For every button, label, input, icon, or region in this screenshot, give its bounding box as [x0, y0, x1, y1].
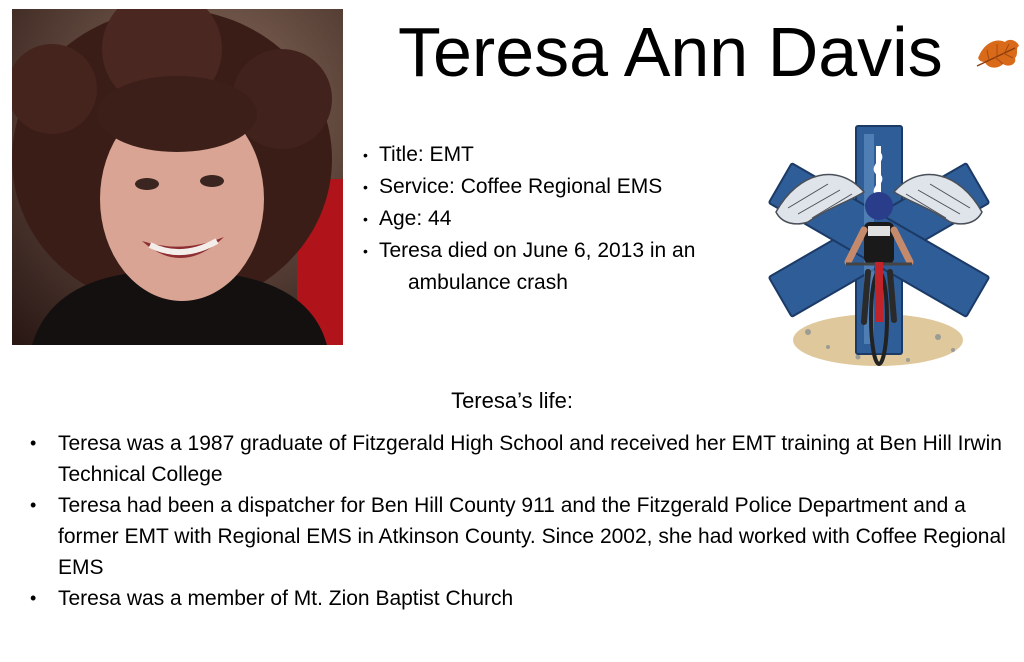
list-item-text: Teresa was a member of Mt. Zion Baptist Church [58, 587, 514, 610]
life-heading: Teresa’s life: [451, 388, 573, 413]
star-of-life-illustration [768, 122, 990, 384]
bullet: • [363, 147, 368, 163]
bullet: • [30, 495, 37, 515]
fact-item [363, 139, 763, 171]
bullet: • [363, 179, 368, 195]
bullet: • [363, 243, 368, 259]
autumn-leaf-icon [975, 36, 1023, 72]
fact-item [363, 171, 763, 203]
list-item-text: Teresa had been a dispatcher for Ben Hill County 911 and the Fitzgerald Police Department and a former EMT with Regional EMS in Atkinson County. Since 2002, she had worked with Coffee Regional EMS [58, 494, 1006, 579]
fact-text: Age: 44 [379, 207, 452, 230]
fact-text: Title: EMT [379, 143, 474, 166]
fact-text: Service: Coffee Regional EMS [379, 175, 663, 198]
portrait-photo [12, 9, 343, 345]
list-item [30, 583, 1015, 614]
bullet: • [363, 211, 368, 227]
fact-list [363, 139, 763, 299]
fact-item [363, 203, 763, 235]
fact-text: Teresa died on June 6, 2013 in an ambulance crash [379, 239, 696, 294]
life-list [30, 428, 1015, 614]
bullet: • [30, 433, 37, 453]
bullet: • [30, 588, 37, 608]
list-item [30, 490, 1015, 583]
list-item-text: Teresa was a 1987 graduate of Fitzgerald High School and received her EMT training at Ben Hill Irwin Technical College [58, 432, 1002, 486]
page-title: Teresa Ann Davis [398, 13, 943, 91]
fact-item [363, 235, 763, 299]
list-item [30, 428, 1015, 490]
